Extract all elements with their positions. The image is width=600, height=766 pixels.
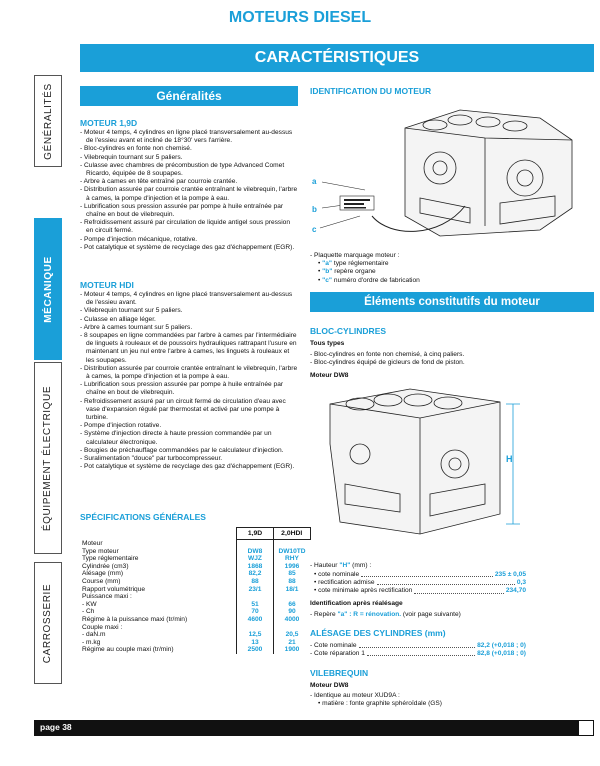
spec-label: - Ch bbox=[82, 608, 95, 616]
table-row bbox=[80, 563, 310, 571]
spec-value: 23/1 bbox=[237, 586, 274, 594]
spec-value: 82,2 bbox=[237, 570, 274, 578]
vilebrequin-title: VILEBREQUIN bbox=[310, 668, 369, 678]
dot-row bbox=[310, 650, 526, 658]
repere-line bbox=[310, 611, 461, 619]
list-item: - Système d'injection directe à haute pression commandée par un calculateur électronique. bbox=[80, 430, 272, 446]
sidebar-tab-generalites[interactable] bbox=[34, 75, 62, 167]
list-item: - Suralimentation "douce" par turbocompresseur. bbox=[80, 455, 223, 463]
list-item: - Pompe d'injection mécanique, rotative. bbox=[80, 235, 198, 243]
list-item: - Bloc-cylindres en fonte non chemisé, à cinq paliers. bbox=[310, 351, 465, 358]
spec-value bbox=[237, 593, 274, 601]
repere-pre: - Repère bbox=[310, 611, 338, 618]
list-item: - Bougies de préchauffage commandées par le calculateur d'injection. bbox=[80, 446, 284, 454]
spec-value: 88 bbox=[274, 578, 311, 586]
row-value: 82,2 (+0,018 ; 0) bbox=[477, 642, 526, 649]
list-item: - Pot catalytique et système de recyclage des gaz d'échappement (EGR). bbox=[80, 463, 295, 471]
table-row bbox=[80, 548, 310, 556]
spec-label: Puissance maxi : bbox=[82, 593, 132, 601]
table-row bbox=[80, 624, 310, 632]
dot-row bbox=[314, 579, 526, 587]
list-item: - Bloc-cylindres en fonte non chemisé. bbox=[80, 145, 192, 153]
spec-label: Rapport volumétrique bbox=[82, 585, 146, 593]
list-item: - 8 soupapes en ligne commandées par l'arbre à cames par l'intermédiaire de linguets à rouleaux et de poussoirs hydrauliques rattrapant l'usure en maintenant un jeu nul entre l'arbre à cames, les linguets à rouleaux et les soupapes. bbox=[80, 332, 297, 364]
spec-value bbox=[274, 593, 311, 601]
elements-banner: Éléments constitutifs du moteur bbox=[310, 292, 594, 312]
dot-row bbox=[314, 587, 526, 595]
spec-header: 2,0HDI bbox=[274, 528, 311, 540]
generalites-banner: Généralités bbox=[80, 86, 298, 106]
row-value: 82,8 (+0,018 ; 0) bbox=[477, 650, 526, 658]
sidebar-tab-label: GÉNÉRALITÉS bbox=[42, 82, 54, 160]
spec-value bbox=[274, 540, 311, 548]
spec-label: Couple maxi : bbox=[82, 623, 123, 631]
table-row bbox=[80, 540, 310, 548]
plaquette-text: type réglementaire bbox=[333, 260, 389, 268]
list-item: - Lubrification sous pression assurée par pompe à huile entraînée par chaîne en bout de vilebrequin. bbox=[80, 202, 284, 219]
list-item: - Moteur 4 temps, 4 cylindres en ligne placé transversalement au-dessus de l'essieu avant et incliné de 18°30' vers l'arrière. bbox=[80, 129, 293, 145]
plaquette-block bbox=[310, 252, 590, 285]
plaquette-text: repère organe bbox=[334, 268, 376, 276]
spec-value: DW8 bbox=[237, 548, 274, 556]
sidebar-tab-mecanique[interactable] bbox=[34, 218, 62, 360]
table-row bbox=[80, 601, 310, 609]
list-item: - Bloc-cylindres équipé de gicleurs de fond de piston. bbox=[310, 359, 465, 367]
moteur-19d-title: MOTEUR 1,9D bbox=[80, 118, 138, 128]
footer-end-tab bbox=[578, 720, 594, 736]
list-item: • matière : fonte graphite sphéroïdale (GS) bbox=[318, 700, 442, 708]
spec-value: 18/1 bbox=[274, 586, 311, 594]
table-row bbox=[80, 578, 310, 586]
spec-value: 1868 bbox=[237, 563, 274, 571]
spec-value: DW10TD bbox=[274, 548, 311, 556]
repere-key: "a" : R = rénovation. bbox=[337, 611, 402, 618]
sidebar-tab-equipement-electrique[interactable] bbox=[34, 362, 62, 554]
spec-label: Régime à la puissance maxi (tr/min) bbox=[82, 615, 188, 623]
spec-table bbox=[80, 527, 311, 654]
spec-value: 20,5 bbox=[274, 631, 311, 639]
spec-label: Course (mm) bbox=[82, 577, 121, 585]
sidebar-tab-carrosserie[interactable] bbox=[34, 562, 62, 684]
hauteur-rows bbox=[314, 571, 526, 596]
table-row bbox=[80, 639, 310, 647]
table-row bbox=[80, 646, 310, 654]
list-item: • "c" numéro d'ordre de fabrication bbox=[318, 276, 420, 284]
row-label: • cote minimale après rectification bbox=[314, 587, 413, 595]
sidebar-tab-label: CARROSSERIE bbox=[42, 583, 54, 663]
table-row bbox=[80, 608, 310, 616]
list-item: - Moteur 4 temps, 4 cylindres en ligne placé transversalement au-dessus de l'essieu avant. bbox=[80, 291, 293, 307]
moteur-19d-list bbox=[80, 129, 298, 252]
spec-value: 85 bbox=[274, 570, 311, 578]
list-item: - Refroidissement assuré par circulation de liquide antigel sous pression en circuit fermé. bbox=[80, 219, 291, 235]
plaquette-intro: - Plaquette marquage moteur : bbox=[310, 252, 400, 259]
list-item: - Culasse en alliage léger. bbox=[80, 315, 156, 323]
spec-value: 88 bbox=[237, 578, 274, 586]
list-item: - Arbre à cames en tête entraîné par courroie crantée. bbox=[80, 178, 238, 186]
spec-label: - KW bbox=[82, 600, 97, 608]
list-item: • "a" type réglementaire bbox=[318, 260, 389, 268]
plaquette-key: "c" bbox=[322, 276, 333, 284]
identification-rectif-label: Identification après réalésage bbox=[310, 600, 403, 607]
identification-title: IDENTIFICATION DU MOTEUR bbox=[310, 86, 432, 96]
table-row bbox=[80, 586, 310, 594]
list-item: - Vilebrequin tournant sur 5 paliers. bbox=[80, 307, 183, 315]
table-row bbox=[80, 570, 310, 578]
list-item: - Distribution assurée par courroie crantée entraînant le vilebrequin, l'arbre à cames, la pompe d'injection et la pompe à eau. bbox=[80, 186, 298, 202]
list-item: • "b" repère organe bbox=[318, 268, 376, 276]
list-item: - Pompe d'injection rotative. bbox=[80, 422, 162, 430]
footer-bar bbox=[34, 720, 594, 736]
bloc-cylindres-title: BLOC-CYLINDRES bbox=[310, 326, 387, 336]
row-label: • rectification admise bbox=[314, 579, 375, 587]
alesage-title: ALÉSAGE DES CYLINDRES (mm) bbox=[310, 628, 446, 638]
list-item: - Vilebrequin tournant sur 5 paliers. bbox=[80, 153, 183, 161]
spec-value: WJZ bbox=[237, 555, 274, 563]
spec-value bbox=[237, 540, 274, 548]
alesage-rows bbox=[310, 642, 526, 658]
list-item: - Identique au moteur XUD9A : bbox=[310, 692, 400, 699]
fig-label-b: b bbox=[312, 205, 317, 214]
list-item: - Refroidissement assuré par un circuit fermé de circulation d'eau avec vase d'expansion régulé par thermostat et activé par une pompe à turbine. bbox=[80, 397, 286, 422]
table-row bbox=[80, 616, 310, 624]
row-label: • cote nominale bbox=[314, 571, 360, 578]
spec-value: 51 bbox=[237, 601, 274, 609]
hauteur-pre: - Hauteur bbox=[310, 562, 340, 569]
row-value: 234,70 bbox=[505, 587, 526, 595]
page-number: page 38 bbox=[40, 722, 72, 732]
list-item: - Arbre à cames tournant sur 5 paliers. bbox=[80, 323, 193, 331]
sidebar-tab-label: ÉQUIPEMENT ÉLECTRIQUE bbox=[42, 385, 54, 531]
vilebrequin-moteur: Moteur DW8 bbox=[310, 682, 349, 689]
engine-identification-figure bbox=[310, 98, 590, 248]
plaquette-text: numéro d'ordre de fabrication bbox=[333, 276, 420, 284]
moteur-hdi-list bbox=[80, 291, 298, 471]
moteur-dw8-label: Moteur DW8 bbox=[310, 372, 349, 379]
spec-value: 2500 bbox=[237, 646, 274, 654]
row-label: - Cote nominale bbox=[310, 642, 357, 649]
spec-title: SPÉCIFICATIONS GÉNÉRALES bbox=[80, 512, 206, 522]
spec-label: - m.kg bbox=[82, 638, 101, 646]
spec-value: 13 bbox=[237, 639, 274, 647]
plaquette-key: "a" bbox=[322, 260, 333, 268]
row-label: - Cote réparation 1 bbox=[310, 650, 365, 658]
spec-value: 1900 bbox=[274, 646, 311, 654]
spec-value: 12,5 bbox=[237, 631, 274, 639]
hauteur-key: "H" bbox=[339, 562, 351, 569]
dot-row bbox=[310, 642, 526, 650]
plaquette-key: "b" bbox=[322, 268, 333, 276]
spec-label: Type réglementaire bbox=[82, 555, 139, 563]
list-item: - Distribution assurée par courroie crantée entraînant le vilebrequin, l'arbre à cames, la pompe d'injection et la pompe à eau. bbox=[80, 364, 298, 381]
spec-label: Type moteur bbox=[82, 547, 119, 555]
row-value: 235 ± 0,05 bbox=[494, 571, 526, 578]
list-item: - Lubrification sous pression assurée par pompe à huile entraînée par chaîne en bout de vilebrequin. bbox=[80, 381, 284, 397]
row-value: 0,3 bbox=[516, 579, 526, 587]
spec-value: 66 bbox=[274, 601, 311, 609]
tous-types-label: Tous types bbox=[310, 340, 345, 347]
section-banner: CARACTÉRISTIQUES bbox=[80, 44, 594, 72]
fig-label-a: a bbox=[312, 177, 317, 186]
sidebar-tab-label: MÉCANIQUE bbox=[42, 255, 54, 323]
cylinder-block-figure bbox=[320, 384, 525, 554]
hauteur-label bbox=[310, 562, 371, 570]
spec-value: 70 bbox=[237, 608, 274, 616]
fig-label-c: c bbox=[312, 225, 317, 234]
spec-label: - daN.m bbox=[82, 631, 106, 639]
spec-value: RHY bbox=[274, 555, 311, 563]
spec-label: Moteur bbox=[82, 539, 103, 547]
spec-value bbox=[274, 624, 311, 632]
spec-header: 1,9D bbox=[237, 528, 274, 540]
vilebrequin-lines bbox=[310, 692, 590, 708]
spec-label: Cylindrée (cm3) bbox=[82, 562, 129, 570]
hauteur-post: (mm) : bbox=[350, 562, 372, 569]
spec-label: Alésage (mm) bbox=[82, 570, 124, 578]
list-item: - Pot catalytique et système de recyclage des gaz d'échappement (EGR). bbox=[80, 243, 295, 251]
table-row bbox=[80, 555, 310, 563]
spec-value: 4600 bbox=[237, 616, 274, 624]
table-row bbox=[80, 631, 310, 639]
spec-value: 21 bbox=[274, 639, 311, 647]
spec-value bbox=[237, 624, 274, 632]
tous-types-list bbox=[310, 351, 590, 367]
page-title: MOTEURS DIESEL bbox=[228, 9, 372, 26]
spec-value: 1996 bbox=[274, 563, 311, 571]
moteur-hdi-title: MOTEUR HDI bbox=[80, 280, 134, 290]
list-item: - Culasse avec chambres de précombustion de type Advanced Comet Ricardo, équipée de 8 soupapes. bbox=[80, 161, 285, 178]
spec-value: 4000 bbox=[274, 616, 311, 624]
spec-value: 90 bbox=[274, 608, 311, 616]
fig-label-h: H bbox=[506, 454, 513, 464]
spec-label: Régime au couple maxi (tr/min) bbox=[82, 646, 174, 654]
table-row bbox=[80, 593, 310, 601]
repere-post: (voir page suivante) bbox=[401, 611, 461, 618]
dot-row bbox=[314, 571, 526, 579]
